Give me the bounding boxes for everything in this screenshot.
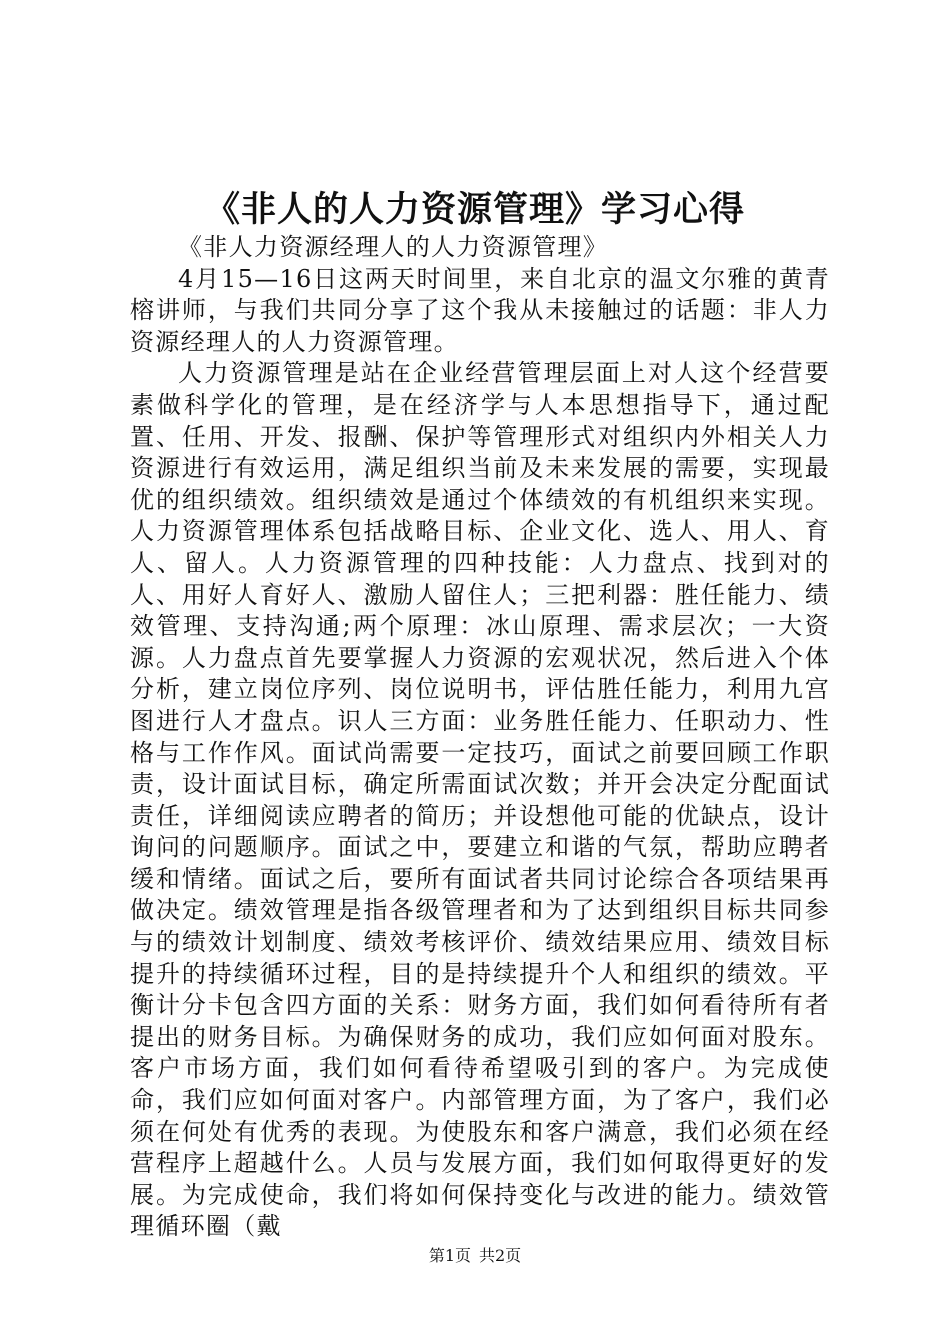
main-paragraph: 人力资源管理是站在企业经营管理层面上对人这个经营要素做科学化的管理，是在经济学与人本思想指导下，通过配置、任用、开发、报酬、保护等管理形式对组织内外相关人力资源进行有效运用，满足组织当前及未来发展的需要，实现最优的组织绩效。组织绩效是通过个体绩效的有机组织来实现。人力资源管理体系包括战略目标、企业文化、选人、用人、育人、留人。人力资源管理的四种技能：人力盘点、找到对的人、用好人育好人、激励人留住人；三把利器：胜任能力、绩效管理、支持沟通;两个原理：冰山原理、需求层次；一大资源。人力盘点首先要掌握人力资源的宏观状况，然后进入个体分析，建立岗位序列、岗位说明书，评估胜任能力，利用九宫图进行人才盘点。识人三方面：业务胜任能力、任职动力、性格与工作作风。面试尚需要一定技巧，面试之前要回顾工作职责，设计面试目标，确定所需面试次数；并开会决定分配面试责任，详细阅读应聘者的简历；并设想他可能的优缺点，设计询问的问题顺序。面试之中，要建立和谐的气氛，帮助应聘者缓和情绪。面试之后，要所有面试者共同讨论综合各项结果再做决定。绩效管理是指各级管理者和为了达到组织目标共同参与的绩效计划制度、绩效考核评价、绩效结果应用、绩效目标提升的持续循环过程，目的是持续提升个人和组织的绩效。平衡计分卡包含四方面的关系：财务方面，我们如何看待所有者提出的财务目标。为确保财务的成功，我们应如何面对股东。客户市场方面，我们如何看待希望吸引到的客户。为完成使命，我们应如何面对客户。内部管理方面，为了客户，我们必须在何处有优秀的表现。为使股东和客户满意，我们必须在经营程序上超越什么。人员与发展方面，我们如何取得更好的发展。为完成使命，我们将如何保持变化与改进的能力。绩效管理循环圈（戴 bbox=[130, 359, 830, 1241]
page-number: 第1页 bbox=[428, 1246, 471, 1265]
document-body bbox=[130, 232, 830, 1243]
intro-paragraph: 4月15—16日这两天时间里，来自北京的温文尔雅的黄青榕讲师，与我们共同分享了这个我从未接触过的话题：非人力资源经理人的人力资源管理。 bbox=[130, 264, 830, 356]
page-footer bbox=[0, 1245, 950, 1267]
page-total: 共2页 bbox=[479, 1246, 522, 1265]
document-title: 《非人的人力资源管理》学习心得 bbox=[204, 189, 745, 230]
subtitle-paragraph: 《非人力资源经理人的人力资源管理》 bbox=[178, 233, 609, 261]
